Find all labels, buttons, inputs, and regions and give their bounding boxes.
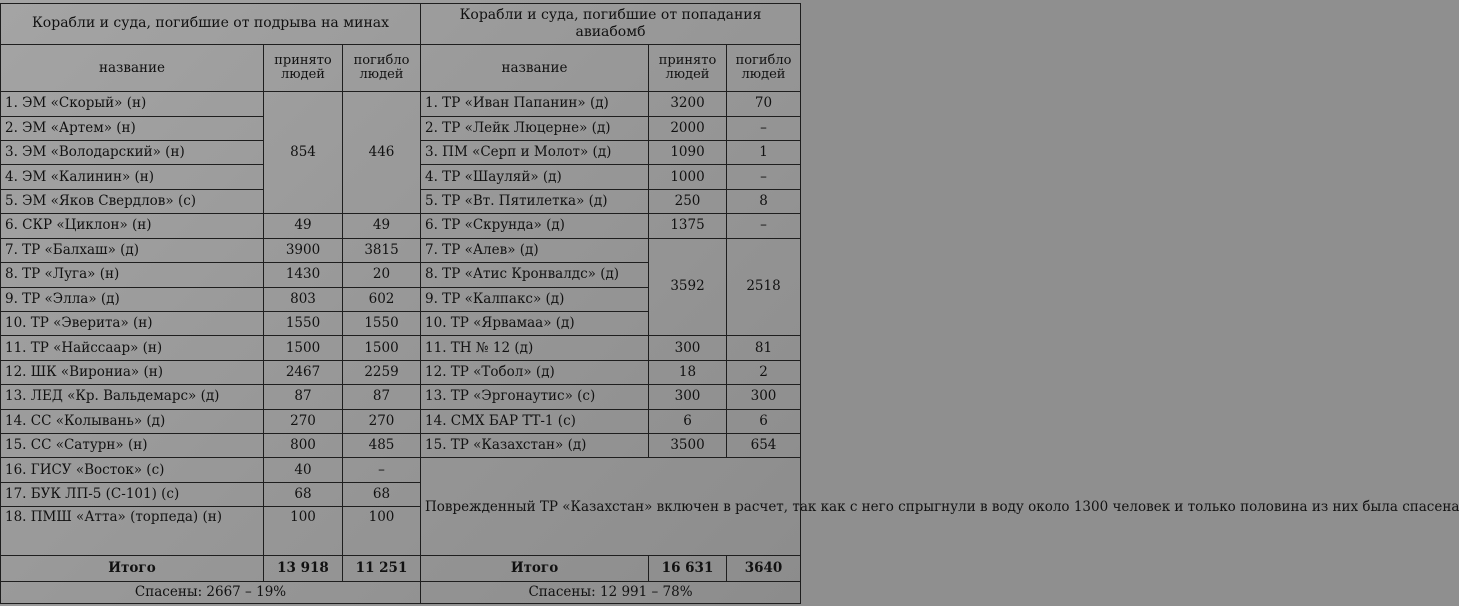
left-ship-name: 18. ПМШ «Атта» (торпеда) (н) bbox=[1, 507, 264, 556]
right-ship-name: 13. ТР «Эргонаутис» (с) bbox=[421, 385, 649, 409]
right-taken: 1090 bbox=[649, 140, 727, 164]
left-taken: 1550 bbox=[264, 311, 343, 335]
right-ship-name: 4. ТР «Шауляй» (д) bbox=[421, 165, 649, 189]
right-total-taken: 16 631 bbox=[649, 556, 727, 581]
left-ship-name: 8. ТР «Луга» (н) bbox=[1, 263, 264, 287]
left-died: 1500 bbox=[343, 336, 421, 360]
right-total-died: 3640 bbox=[727, 556, 801, 581]
right-col-name-header: название bbox=[421, 45, 649, 92]
right-taken: 3500 bbox=[649, 434, 727, 458]
left-ship-name: 9. ТР «Элла» (д) bbox=[1, 287, 264, 311]
right-ship-name: 10. ТР «Ярвамаа» (д) bbox=[421, 311, 649, 335]
left-ship-name: 14. СС «Колывань» (д) bbox=[1, 409, 264, 433]
left-ship-name: 6. СКР «Циклон» (н) bbox=[1, 214, 264, 238]
right-died: – bbox=[727, 214, 801, 238]
table-row bbox=[1, 385, 801, 409]
left-died: 49 bbox=[343, 214, 421, 238]
left-taken: 1500 bbox=[264, 336, 343, 360]
table-row bbox=[1, 434, 801, 458]
right-ship-name: 2. ТР «Лейк Люцерне» (д) bbox=[421, 116, 649, 140]
left-ship-name: 17. БУК ЛП-5 (С-101) (с) bbox=[1, 482, 264, 506]
left-total-taken: 13 918 bbox=[264, 556, 343, 581]
right-ship-name: 14. СМХ БАР ТТ-1 (с) bbox=[421, 409, 649, 433]
left-taken: 100 bbox=[264, 507, 343, 556]
right-taken: 6 bbox=[649, 409, 727, 433]
right-ship-name: 3. ПМ «Серп и Молот» (д) bbox=[421, 140, 649, 164]
left-died: 485 bbox=[343, 434, 421, 458]
right-ship-name: 12. ТР «Тобол» (д) bbox=[421, 360, 649, 384]
left-died: 270 bbox=[343, 409, 421, 433]
left-ship-name: 2. ЭМ «Артем» (н) bbox=[1, 116, 264, 140]
left-ship-name: 7. ТР «Балхаш» (д) bbox=[1, 238, 264, 262]
right-died: 654 bbox=[727, 434, 801, 458]
left-died: 3815 bbox=[343, 238, 421, 262]
right-saved: Спасены: 12 991 – 78% bbox=[421, 581, 801, 603]
right-taken: 3200 bbox=[649, 92, 727, 116]
right-group-taken: 3592 bbox=[649, 238, 727, 336]
right-ship-name: 5. ТР «Вт. Пятилетка» (д) bbox=[421, 189, 649, 213]
right-total-label: Итого bbox=[421, 556, 649, 581]
left-taken: 2467 bbox=[264, 360, 343, 384]
saved-row bbox=[1, 581, 801, 603]
right-ship-name: 15. ТР «Казахстан» (д) bbox=[421, 434, 649, 458]
table-row bbox=[1, 238, 801, 262]
left-died: 87 bbox=[343, 385, 421, 409]
right-col-taken-header: принято людей bbox=[649, 45, 727, 92]
right-ship-name: 7. ТР «Алев» (д) bbox=[421, 238, 649, 262]
right-died: – bbox=[727, 116, 801, 140]
left-taken: 87 bbox=[264, 385, 343, 409]
left-taken: 68 bbox=[264, 482, 343, 506]
left-ship-name: 11. ТР «Найссаар» (н) bbox=[1, 336, 264, 360]
right-col-died-header: погибло людей bbox=[727, 45, 801, 92]
right-taken: 250 bbox=[649, 189, 727, 213]
right-taken: 300 bbox=[649, 385, 727, 409]
right-died: – bbox=[727, 165, 801, 189]
right-ship-name: 8. ТР «Атис Кронвалдс» (д) bbox=[421, 263, 649, 287]
left-taken: 1430 bbox=[264, 263, 343, 287]
right-died: 6 bbox=[727, 409, 801, 433]
left-group-taken: 854 bbox=[264, 92, 343, 214]
left-taken: 270 bbox=[264, 409, 343, 433]
right-died: 8 bbox=[727, 189, 801, 213]
right-taken: 300 bbox=[649, 336, 727, 360]
left-ship-name: 16. ГИСУ «Восток» (с) bbox=[1, 458, 264, 482]
left-ship-name: 10. ТР «Эверита» (н) bbox=[1, 311, 264, 335]
left-died: 602 bbox=[343, 287, 421, 311]
right-died: 300 bbox=[727, 385, 801, 409]
left-died: – bbox=[343, 458, 421, 482]
table-row bbox=[1, 360, 801, 384]
left-died: 68 bbox=[343, 482, 421, 506]
left-group-died: 446 bbox=[343, 92, 421, 214]
right-taken: 18 bbox=[649, 360, 727, 384]
right-died: 81 bbox=[727, 336, 801, 360]
right-taken: 1375 bbox=[649, 214, 727, 238]
left-ship-name: 12. ШК «Вирониа» (н) bbox=[1, 360, 264, 384]
kazakhstan-note: Поврежденный ТР «Казахстан» включен в расчет, так как с него спрыгнули в воду около 1300 человек и только половина из них была спасена bbox=[421, 458, 801, 556]
left-taken: 40 bbox=[264, 458, 343, 482]
left-total-label: Итого bbox=[1, 556, 264, 581]
left-saved: Спасены: 2667 – 19% bbox=[1, 581, 421, 603]
table-row bbox=[1, 92, 801, 116]
right-taken: 1000 bbox=[649, 165, 727, 189]
left-total-died: 11 251 bbox=[343, 556, 421, 581]
left-ship-name: 1. ЭМ «Скорый» (н) bbox=[1, 92, 264, 116]
right-died: 70 bbox=[727, 92, 801, 116]
left-died: 2259 bbox=[343, 360, 421, 384]
left-ship-name: 13. ЛЕД «Кр. Вальдемарс» (д) bbox=[1, 385, 264, 409]
right-ship-name: 1. ТР «Иван Папанин» (д) bbox=[421, 92, 649, 116]
right-died: 2 bbox=[727, 360, 801, 384]
right-section-title: Корабли и суда, погибшие от попадания авиабомб bbox=[421, 4, 801, 45]
left-ship-name: 5. ЭМ «Яков Свердлов» (с) bbox=[1, 189, 264, 213]
left-taken: 49 bbox=[264, 214, 343, 238]
losses-table bbox=[0, 3, 1459, 604]
left-col-died-header: погибло людей bbox=[343, 45, 421, 92]
left-ship-name: 4. ЭМ «Калинин» (н) bbox=[1, 165, 264, 189]
left-taken: 800 bbox=[264, 434, 343, 458]
left-taken: 3900 bbox=[264, 238, 343, 262]
left-col-taken-header: принято людей bbox=[264, 45, 343, 92]
left-ship-name: 3. ЭМ «Володарский» (н) bbox=[1, 140, 264, 164]
left-ship-name: 15. СС «Сатурн» (н) bbox=[1, 434, 264, 458]
totals-row bbox=[1, 556, 801, 581]
right-died: 1 bbox=[727, 140, 801, 164]
left-section-title: Корабли и суда, погибшие от подрыва на минах bbox=[1, 4, 421, 45]
left-died: 100 bbox=[343, 507, 421, 556]
table-row bbox=[1, 214, 801, 238]
left-died: 1550 bbox=[343, 311, 421, 335]
right-taken: 2000 bbox=[649, 116, 727, 140]
table-row bbox=[1, 458, 801, 482]
right-ship-name: 11. ТН № 12 (д) bbox=[421, 336, 649, 360]
left-taken: 803 bbox=[264, 287, 343, 311]
table-row bbox=[1, 409, 801, 433]
left-col-name-header: название bbox=[1, 45, 264, 92]
right-ship-name: 9. ТР «Калпакс» (д) bbox=[421, 287, 649, 311]
right-group-died: 2518 bbox=[727, 238, 801, 336]
right-ship-name: 6. ТР «Скрунда» (д) bbox=[421, 214, 649, 238]
left-died: 20 bbox=[343, 263, 421, 287]
table-row bbox=[1, 336, 801, 360]
